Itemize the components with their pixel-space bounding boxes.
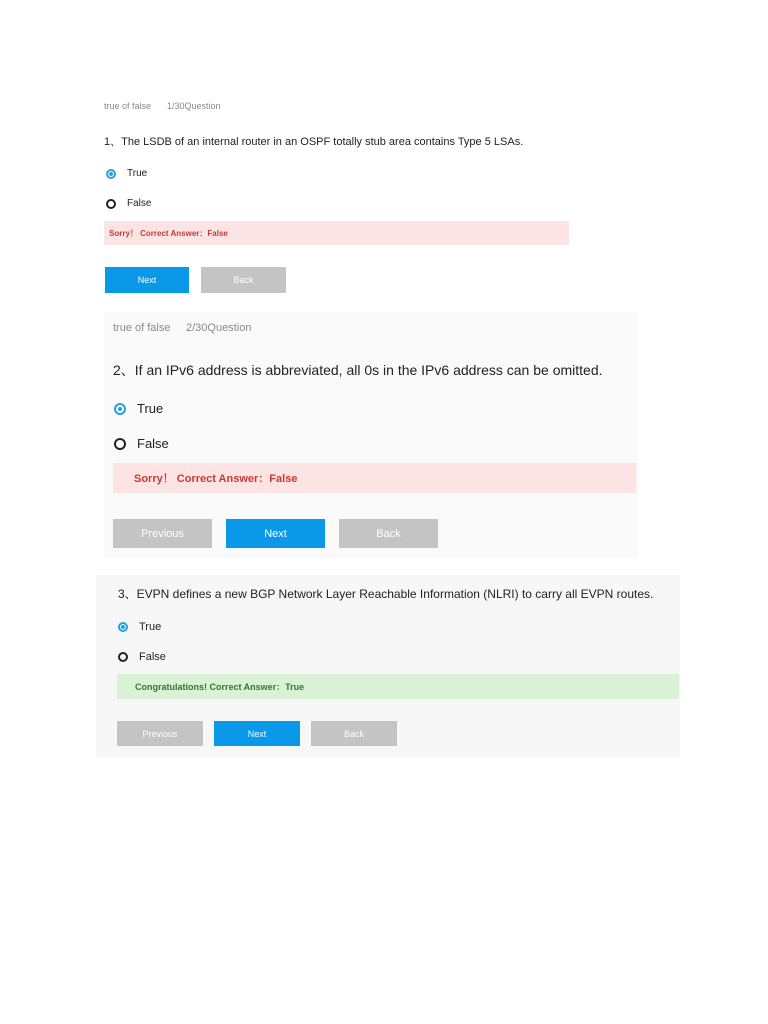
radio-unselected-icon[interactable] bbox=[114, 438, 126, 450]
question-type-label: true of false bbox=[104, 101, 152, 111]
option-label: False bbox=[139, 651, 166, 663]
feedback-text: Congratulations! Correct Answer：True bbox=[135, 682, 305, 692]
next-button[interactable]: Next bbox=[214, 721, 300, 746]
answer-feedback-success bbox=[117, 674, 679, 699]
option-false[interactable] bbox=[114, 436, 169, 451]
previous-button[interactable]: Previous bbox=[113, 519, 212, 548]
option-label: True bbox=[127, 168, 148, 179]
question-progress: 1/30Question bbox=[167, 101, 221, 111]
answer-feedback-error bbox=[104, 221, 569, 245]
back-button[interactable]: Back bbox=[339, 519, 438, 548]
feedback-text: Sorry！ Correct Answer：False bbox=[134, 473, 298, 485]
option-true[interactable] bbox=[118, 621, 161, 633]
option-label: True bbox=[139, 621, 162, 633]
next-button[interactable]: Next bbox=[226, 519, 325, 548]
answer-feedback-error bbox=[113, 463, 636, 493]
question-text: 2、If an IPv6 address is abbreviated, all 0s in the IPv6 address can be omitted. bbox=[113, 362, 603, 378]
option-label: False bbox=[127, 198, 152, 209]
previous-button[interactable]: Previous bbox=[117, 721, 203, 746]
question-type-label: true of false bbox=[113, 322, 171, 334]
radio-unselected-icon[interactable] bbox=[106, 199, 116, 209]
question-progress: 2/30Question bbox=[186, 322, 252, 334]
option-true[interactable] bbox=[106, 168, 147, 179]
radio-unselected-icon[interactable] bbox=[118, 652, 128, 662]
question-text: 1、The LSDB of an internal router in an OSPF totally stub area contains Type 5 LSAs. bbox=[104, 136, 524, 148]
feedback-text: Sorry！ Correct Answer：False bbox=[109, 228, 228, 238]
radio-selected-icon[interactable] bbox=[118, 622, 128, 632]
back-button[interactable]: Back bbox=[201, 267, 286, 293]
option-label: True bbox=[137, 401, 164, 416]
radio-selected-icon[interactable] bbox=[106, 169, 116, 179]
question-text: 3、EVPN defines a new BGP Network Layer Reachable Information (NLRI) to carry all EVPN routes. bbox=[118, 587, 654, 601]
option-true[interactable] bbox=[114, 401, 163, 416]
back-button[interactable]: Back bbox=[311, 721, 397, 746]
option-label: False bbox=[137, 436, 169, 451]
next-button[interactable]: Next bbox=[105, 267, 189, 293]
radio-selected-icon[interactable] bbox=[114, 403, 126, 415]
option-false[interactable] bbox=[106, 198, 151, 209]
option-false[interactable] bbox=[118, 651, 166, 663]
